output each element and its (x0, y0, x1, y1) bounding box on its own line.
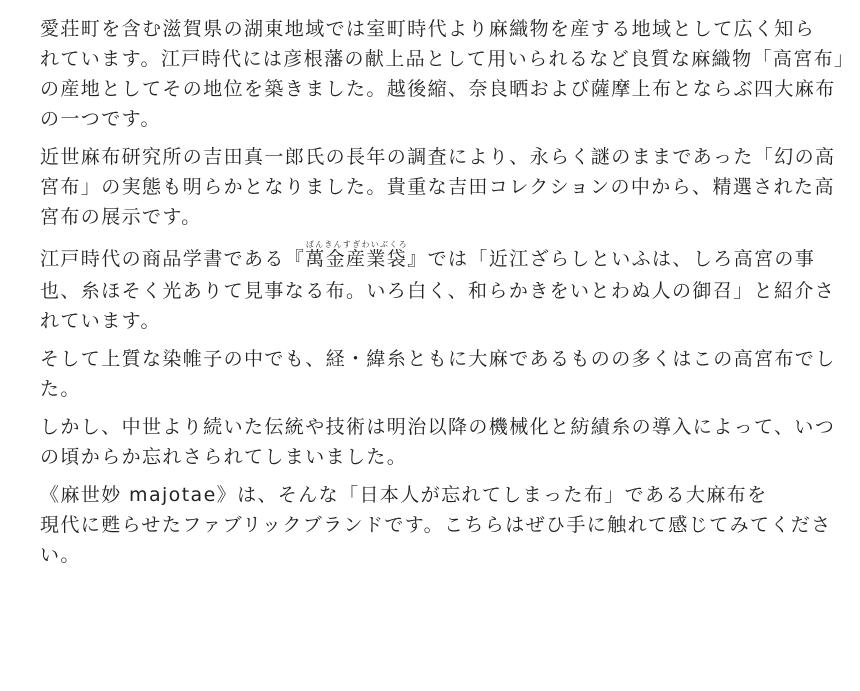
text-line: 也、糸ほそく光ありて見事なる布。いろ白く、和らかきをいとわぬ人の御召」と紹介さ (40, 280, 836, 302)
text-line: れています。江戸時代には彦根藩の献上品として用いられるなど良質な麻織物「高宮布」 (40, 48, 855, 70)
text-line: そして上質な染帷子の中でも、経・緯糸ともに大麻であるものの多くはこの高宮布でし (40, 348, 836, 370)
paragraph-research (40, 142, 836, 232)
ruby-line-before: 江戸時代の商品学書である『 (40, 248, 306, 270)
text-line: の一つです。 (40, 108, 161, 130)
text-line: の産地としてその地位を築きました。越後縮、奈良晒および薩摩上布とならぶ四大麻布 (40, 78, 836, 100)
paragraph-majotae (40, 480, 830, 570)
paragraph-katabira (40, 344, 836, 404)
paragraph-quote (40, 240, 836, 336)
text-line: 宮布」の実態も明らかとなりました。貴重な吉田コレクションの中から、精選された高 (40, 176, 835, 198)
paragraph-origin (40, 14, 855, 134)
paragraph-decline (40, 412, 836, 472)
text-line: 《麻世妙 majotae》は、そんな「日本人が忘れてしまった布」である大麻布を (40, 484, 768, 506)
text-line: 現代に甦らせたファブリックブランドです。こちらはぜひ手に触れて感じてみてくださ (40, 514, 832, 536)
text-line: の頃からか忘れさられてしまいました。 (40, 446, 408, 468)
text-line: い。 (40, 544, 81, 566)
book-title-reading: ばんきんすぎわいぶくろ (305, 240, 408, 249)
text-line: 宮布の展示です。 (40, 206, 202, 228)
text-line: しかし、中世より続いた伝統や技術は明治以降の機械化と紡績糸の導入によって、いつ (40, 416, 836, 438)
text-line: れています。 (40, 310, 161, 332)
text-line-with-ruby (40, 240, 830, 276)
book-title: 萬金産業袋 (305, 248, 408, 270)
text-line: 愛荘町を含む滋賀県の湖東地域では室町時代より麻織物を産する地域として広く知ら (40, 18, 816, 40)
text-line: 近世麻布研究所の吉田真一郎氏の長年の調査により、永らく謎のままであった「幻の高 (40, 146, 836, 168)
text-line: た。 (40, 378, 81, 400)
ruby-line-after: 』では「近江ざらしといふは、しろ高宮の事 (407, 248, 816, 270)
document-body (40, 14, 855, 570)
book-title-ruby (305, 240, 408, 270)
